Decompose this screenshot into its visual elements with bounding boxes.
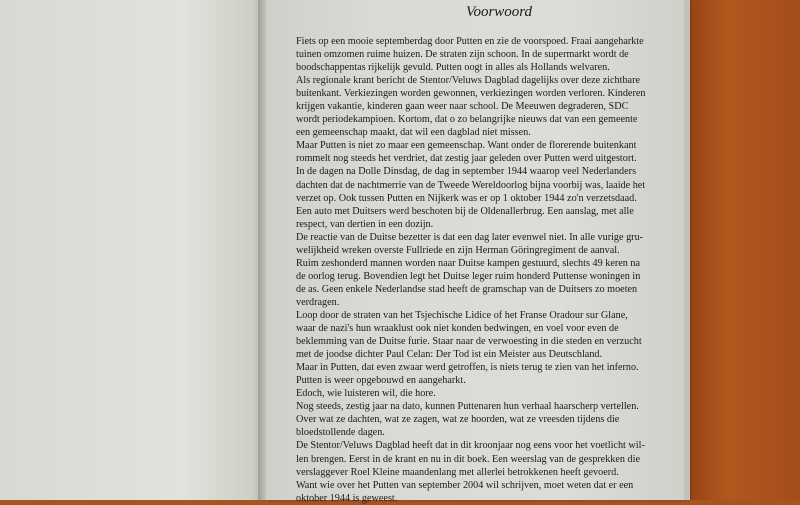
text-line: verdragen. — [296, 296, 340, 308]
text-line: Fiets op een mooie septemberdag door Putten en zie de voorspoed. Fraai aangeharkte — [296, 36, 644, 47]
text-line: De Stentor/Veluws Dagblad heeft dat in dit kroonjaar nog eens voor het voetlicht wil- — [296, 440, 645, 452]
text-line: Een auto met Duitsers werd beschoten bij de Oldenallerbrug. Een aanslag, met alle — [296, 205, 634, 217]
text-line: tuinen omzomen ruime huizen. De straten zijn schoon. In de supermarkt wordt de — [296, 49, 629, 61]
text-line: oktober 1944 is geweest. — [296, 492, 398, 504]
text-line: dachten dat de nachtmerrie van de Tweede Wereldoorlog bijna voorbij was, laaide het — [296, 179, 646, 191]
text-line: welijkheid wreken overste Fullriede en zijn Herman Göringregiment de aanval. — [296, 244, 620, 256]
wooden-surface — [680, 0, 800, 500]
text-line: De reactie van de Duitse bezetter is dat een dag later evenwel niet. In alle vurige gru- — [296, 231, 644, 243]
left-page — [0, 0, 262, 500]
text-line: wordt periodekampioen. Kortom, dat o zo belangrijke nieuws dat van een gemeente — [296, 114, 638, 126]
text-line: Over wat ze dachten, wat ze zagen, wat ze hoorden, wat ze vreesden tijdens die — [296, 414, 620, 426]
text-line: boodschappentas rijkelijk gevuld. Putten oogt in alles als Hollands welvaren. — [296, 62, 610, 74]
text-line: rommelt nog steeds het verdriet, dat zestig jaar geleden over Putten werd uitgestort. — [296, 153, 637, 165]
page-stack-edges — [684, 0, 690, 500]
text-line: Nog steeds, zestig jaar na dato, kunnen Puttenaren hun verhaal haarscherp vertellen. — [296, 401, 639, 413]
text-line: buitenkant. Verkiezingen worden gewonnen, verkiezingen worden verloren. Kinderen — [296, 88, 646, 100]
page-content — [296, 4, 666, 505]
right-page — [266, 0, 688, 504]
text-line: beklemming van de Duitse furie. Staar naar de verwoesting in die steden en verzucht — [296, 336, 642, 348]
text-line: verzet op. Ook tussen Putten en Nijkerk was er op 1 oktober 1944 zo'n verzetsdaad. — [296, 192, 637, 204]
text-line: Ruim zeshonderd mannen worden naar Duitse kampen gestuurd, slechts 49 keren na — [296, 257, 641, 269]
text-line: bloedstollende dagen. — [296, 427, 385, 439]
text-line: Maar in Putten, dat even zwaar werd getroffen, is niets terug te zien van het inferno. — [296, 362, 639, 374]
text-line: waar de nazi's hun wraaklust ook niet konden bedwingen, en voel voor even de — [296, 323, 619, 335]
text-line: Als regionale krant bericht de Stentor/Veluws Dagblad dagelijks over deze zichtbare — [296, 75, 640, 87]
text-line: Edoch, wie luisteren wil, die hore. — [296, 388, 436, 400]
text-line: In de dagen na Dolle Dinsdag, de dag in september 1944 waarop veel Nederlanders — [296, 166, 637, 178]
text-line: krijgen vakantie, kinderen gaan weer naar school. De Meeuwen degraderen, SDC — [296, 101, 629, 113]
body-text — [296, 35, 666, 505]
text-line: de oorlog terug. Bovendien legt het Duitse leger ruim honderd Puttense woningen in — [296, 270, 641, 282]
page-title: Voorwoord — [465, 4, 533, 20]
text-line: Want wie over het Putten van september 2004 wil schrijven, moet weten dat er een — [296, 479, 634, 491]
text-line: Maar Putten is niet zo maar een gemeenschap. Want onder de florerende buitenkant — [296, 140, 637, 152]
text-line: len brengen. Eerst in de krant en nu in dit boek. Een weerslag van de gesprekken die — [296, 453, 640, 465]
text-line: respect, van dertien in een dozijn. — [296, 218, 434, 230]
text-line: een gemeenschap maakt, dat wil een dagblad niet missen. — [296, 127, 531, 139]
text-line: verslaggever Roel Kleine maandenlang met allerlei betrokkenen heeft gevoerd. — [296, 466, 619, 478]
text-line: Putten is weer opgebouwd en aangeharkt. — [296, 375, 466, 387]
text-line: Loop door de straten van het Tsjechische Lidice of het Franse Oradour sur Glane, — [296, 309, 628, 321]
text-line: de as. Geen enkele Nederlandse stad heeft de gramschap van de Duitsers zo moeten — [296, 283, 638, 295]
text-line: met de joodse dichter Paul Celan: Der Tod ist ein Meister aus Deutschland. — [296, 349, 603, 361]
